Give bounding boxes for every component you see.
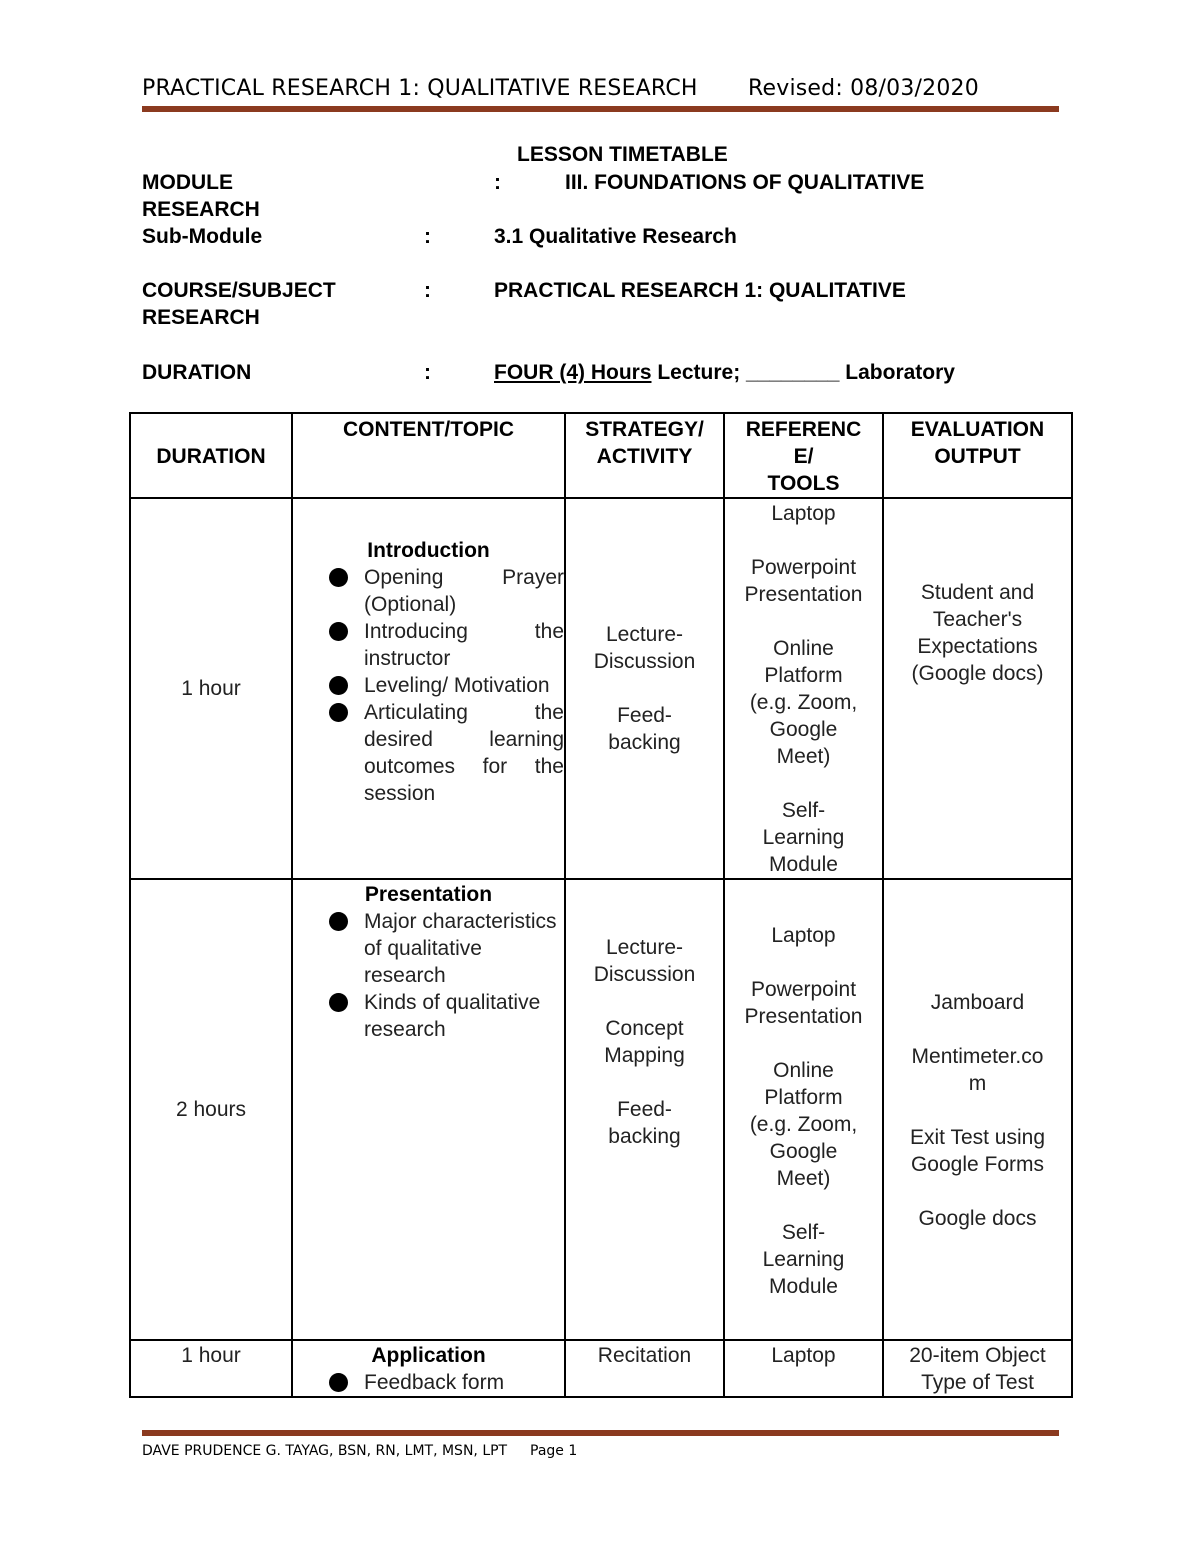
reference-item: Powerpoint Presentation bbox=[744, 556, 863, 606]
reference-item: Laptop bbox=[771, 924, 836, 947]
row-content-topic bbox=[292, 498, 565, 879]
strategy-item: Recitation bbox=[597, 1344, 692, 1367]
list-item: Opening Prayer (Optional) bbox=[329, 564, 564, 618]
evaluation-item: Mentimeter.co m bbox=[911, 1045, 1044, 1095]
list-item: Kinds of qualitative research bbox=[329, 989, 564, 1043]
row-reference bbox=[724, 498, 883, 879]
reference-item: Online Platform (e.g. Zoom, Google Meet) bbox=[749, 1059, 858, 1190]
table-row bbox=[130, 879, 1072, 1340]
submodule-value: 3.1 Qualitative Research bbox=[494, 225, 737, 248]
header-strategy-activity: STRATEGY/ ACTIVITY bbox=[565, 413, 724, 498]
evaluation-item: Student and Teacher's Expectations (Google docs) bbox=[911, 581, 1044, 685]
course-label: COURSE/SUBJECT bbox=[142, 279, 336, 302]
table-row bbox=[130, 498, 1072, 879]
evaluation-item: 20-item Object Type of Test bbox=[909, 1344, 1046, 1394]
list-item: Leveling/ Motivation bbox=[329, 672, 564, 699]
evaluation-item: Exit Test using Google Forms bbox=[909, 1126, 1045, 1176]
row-evaluation bbox=[883, 879, 1072, 1340]
module-value: III. FOUNDATIONS OF QUALITATIVE bbox=[565, 171, 925, 194]
duration-colon: : bbox=[424, 361, 431, 384]
footer bbox=[142, 1443, 577, 1459]
header-title: PRACTICAL RESEARCH 1: QUALITATIVE RESEARCH bbox=[142, 76, 698, 101]
module-label-continued: RESEARCH bbox=[142, 198, 260, 221]
list-item: Introducing the instructor bbox=[329, 618, 564, 672]
footer-rule bbox=[142, 1430, 1059, 1436]
submodule-label: Sub-Module bbox=[142, 225, 263, 248]
module-label: MODULE bbox=[142, 171, 233, 194]
module-colon: : bbox=[494, 171, 501, 194]
document-title: LESSON TIMETABLE bbox=[517, 143, 728, 166]
topic-bullets bbox=[293, 1369, 564, 1396]
row-strategy bbox=[565, 498, 724, 879]
row-reference bbox=[724, 879, 883, 1340]
duration-value bbox=[494, 361, 955, 385]
footer-page-number: Page 1 bbox=[530, 1443, 578, 1459]
bullet-icon bbox=[329, 912, 348, 931]
row-reference bbox=[724, 1340, 883, 1397]
reference-item: Online Platform (e.g. Zoom, Google Meet) bbox=[749, 637, 858, 768]
course-label-continued: RESEARCH bbox=[142, 306, 260, 329]
header-reference-tools: REFERENC E/ TOOLS bbox=[724, 413, 883, 498]
course-colon: : bbox=[424, 279, 431, 302]
duration-label: DURATION bbox=[142, 361, 252, 384]
row-evaluation bbox=[883, 498, 1072, 879]
bullet-icon bbox=[329, 622, 348, 641]
duration-rest: Lecture; ________ Laboratory bbox=[651, 361, 955, 384]
list-item: Major characteristics of qualitative research bbox=[329, 908, 564, 989]
bullet-icon bbox=[329, 1373, 348, 1392]
bullet-icon bbox=[329, 676, 348, 695]
reference-item: Self- Learning Module bbox=[762, 1221, 845, 1298]
list-item: Feedback form bbox=[329, 1369, 564, 1396]
reference-item: Self- Learning Module bbox=[762, 799, 845, 876]
header-revised-date: Revised: 08/03/2020 bbox=[748, 76, 979, 101]
topic-bullets bbox=[293, 908, 564, 1043]
bullet-icon bbox=[329, 993, 348, 1012]
strategy-item: Lecture- Discussion bbox=[593, 936, 696, 986]
header-content-topic: CONTENT/TOPIC bbox=[292, 413, 565, 498]
row-duration: 1 hour bbox=[130, 498, 292, 879]
reference-item: Laptop bbox=[771, 1344, 836, 1367]
strategy-item: Lecture- Discussion bbox=[593, 623, 696, 673]
table-row bbox=[130, 1340, 1072, 1397]
submodule-colon: : bbox=[424, 225, 431, 248]
reference-item: Laptop bbox=[771, 502, 836, 525]
topic-bullets bbox=[293, 564, 564, 807]
evaluation-item: Jamboard bbox=[930, 991, 1025, 1014]
list-item: Articulating the desired learning outcomes for the session bbox=[329, 699, 564, 807]
header-evaluation-output: EVALUATION OUTPUT bbox=[883, 413, 1072, 498]
row-strategy bbox=[565, 879, 724, 1340]
bullet-icon bbox=[329, 568, 348, 587]
strategy-item: Feed- backing bbox=[608, 1098, 681, 1148]
row-content-topic bbox=[292, 1340, 565, 1397]
evaluation-item: Google docs bbox=[918, 1207, 1037, 1230]
header-duration: DURATION bbox=[130, 413, 292, 498]
topic-title: Presentation bbox=[364, 883, 493, 906]
reference-item: Powerpoint Presentation bbox=[744, 978, 863, 1028]
course-value: PRACTICAL RESEARCH 1: QUALITATIVE bbox=[494, 279, 906, 302]
row-duration: 2 hours bbox=[130, 879, 292, 1340]
footer-author: DAVE PRUDENCE G. TAYAG, BSN, RN, LMT, MSN, LPT bbox=[142, 1443, 508, 1459]
topic-title: Application bbox=[371, 1344, 486, 1367]
strategy-item: Feed- backing bbox=[608, 704, 681, 754]
bullet-icon bbox=[329, 703, 348, 722]
duration-hours: FOUR (4) Hours bbox=[494, 361, 652, 384]
row-evaluation bbox=[883, 1340, 1072, 1397]
row-content-topic bbox=[292, 879, 565, 1340]
row-duration: 1 hour bbox=[130, 1340, 292, 1397]
table-header-row bbox=[130, 413, 1072, 498]
row-strategy bbox=[565, 1340, 724, 1397]
lesson-timetable bbox=[129, 412, 1073, 1398]
header-rule bbox=[142, 106, 1059, 112]
strategy-item: Concept Mapping bbox=[604, 1017, 685, 1067]
topic-title: Introduction bbox=[367, 539, 490, 562]
